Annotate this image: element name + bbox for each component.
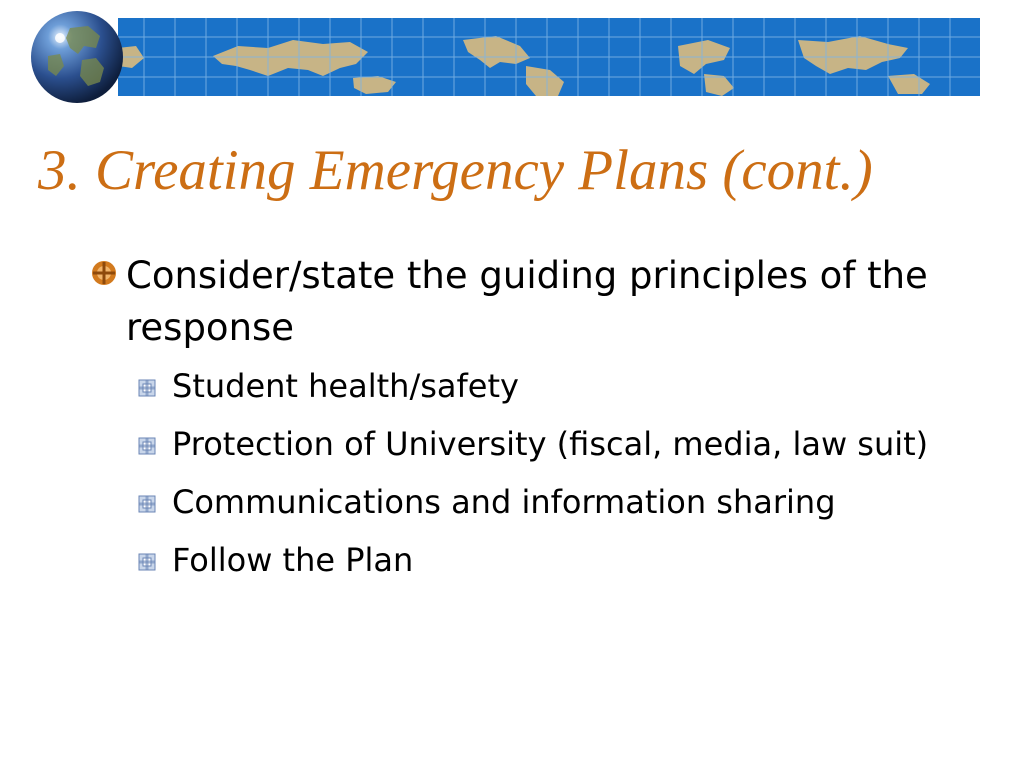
sub-bullet-text: Student health/safety <box>172 367 519 405</box>
globe-icon <box>30 10 124 104</box>
sub-bullet-item <box>138 538 938 583</box>
main-bullet-text: Consider/state the guiding principles of the response <box>126 254 928 349</box>
sub-bullet-text: Protection of University (fiscal, media, law suit) <box>172 425 929 463</box>
sub-bullet-item <box>138 364 938 409</box>
blue-square-bullet-icon <box>138 553 156 571</box>
world-map-banner <box>118 18 980 96</box>
orange-gear-bullet-icon <box>91 260 117 286</box>
blue-square-bullet-icon <box>138 437 156 455</box>
blue-square-bullet-icon <box>138 495 156 513</box>
sub-bullet-text: Communications and information sharing <box>172 483 836 521</box>
sub-bullet-item <box>138 422 938 467</box>
sub-bullet-list <box>138 364 938 596</box>
slide-title: 3. Creating Emergency Plans (cont.) <box>38 139 873 202</box>
sub-bullet-text: Follow the Plan <box>172 541 414 579</box>
blue-square-bullet-icon <box>138 379 156 397</box>
sub-bullet-item <box>138 480 938 525</box>
